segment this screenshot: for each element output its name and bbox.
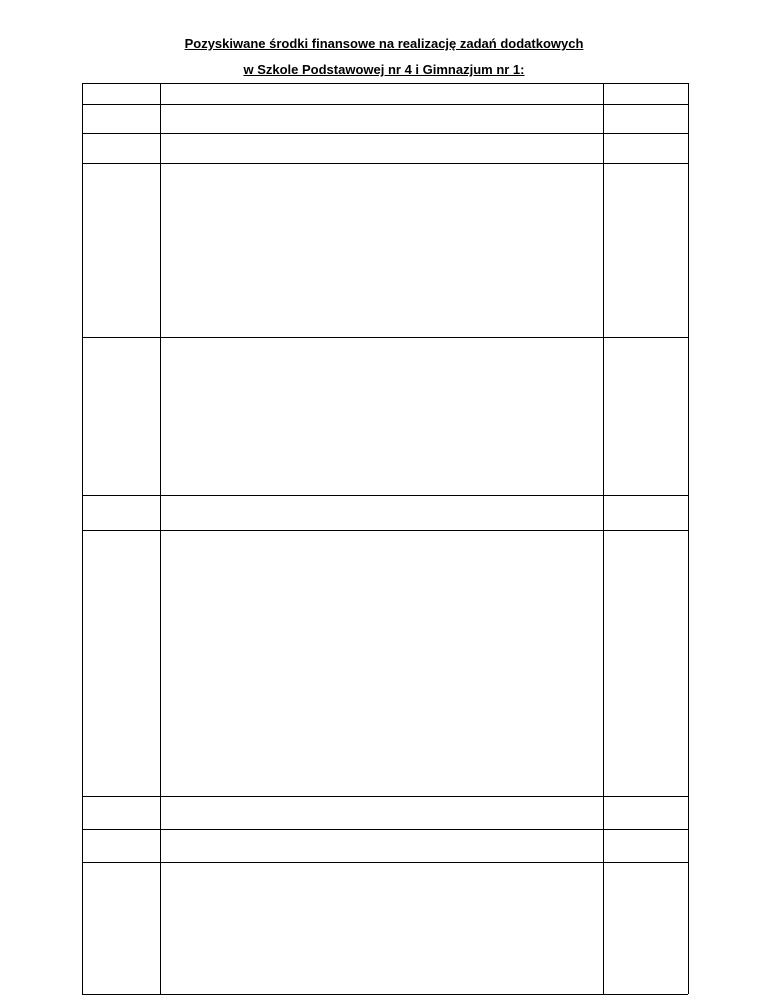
row-divider bbox=[82, 829, 688, 830]
row-divider bbox=[82, 495, 688, 496]
row-divider bbox=[82, 163, 688, 164]
row-divider bbox=[82, 133, 688, 134]
row-divider bbox=[82, 796, 688, 797]
table-left-border bbox=[82, 83, 83, 994]
row-divider bbox=[82, 862, 688, 863]
column-divider-year bbox=[160, 83, 161, 994]
row-divider bbox=[82, 530, 688, 531]
document-title-line-1: Pozyskiwane środki finansowe na realizację zadań dodatkowych bbox=[184, 36, 584, 51]
row-divider bbox=[82, 104, 688, 105]
column-divider-amount bbox=[603, 83, 604, 994]
document-title-line-2: w Szkole Podstawowej nr 4 i Gimnazjum nr 1: bbox=[243, 62, 525, 77]
table-right-border bbox=[688, 83, 689, 994]
row-divider bbox=[82, 337, 688, 338]
table-top-border bbox=[82, 83, 688, 84]
